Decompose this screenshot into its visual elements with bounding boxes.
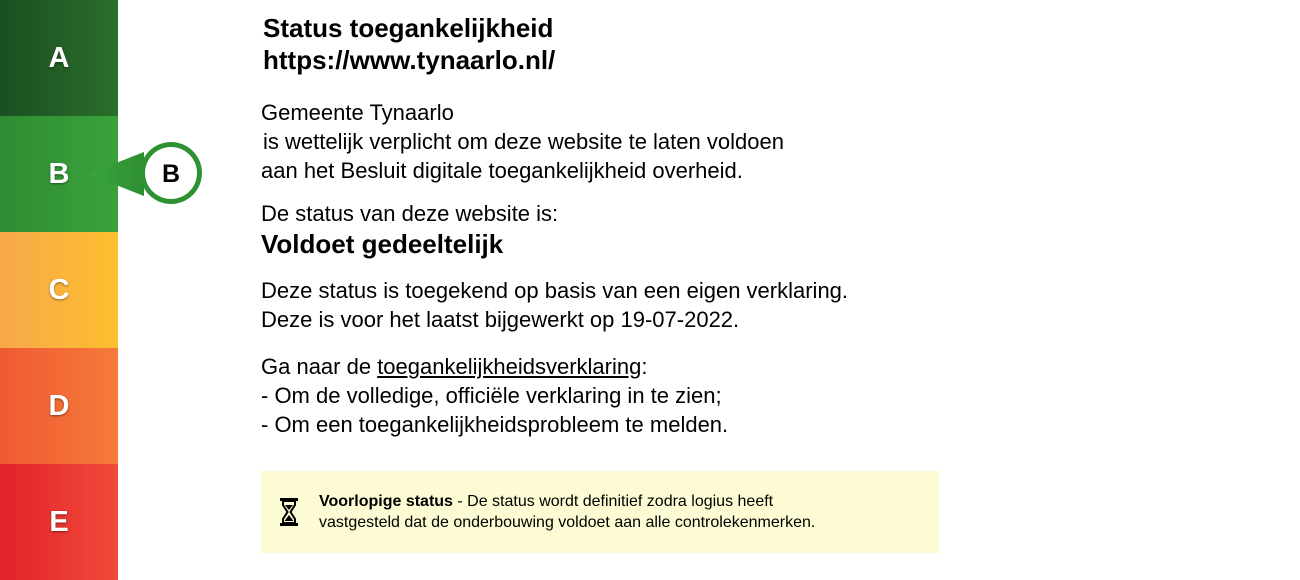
grade-badge-label: B <box>161 160 181 188</box>
statement-link-line <box>261 352 961 381</box>
current-grade-pointer <box>88 138 208 208</box>
link-prefix: Ga naar de <box>261 354 378 379</box>
link-purpose-2: - Om een toegankelijkheidsprobleem te melden. <box>261 412 729 437</box>
pointer-arrow <box>88 152 144 196</box>
grade-d <box>0 348 118 464</box>
site-url: https://www.tynaarlo.nl/ <box>263 45 556 75</box>
status-content <box>261 12 961 439</box>
grade-c-label: C <box>48 273 70 306</box>
basis-line-2: Deze is voor het laatst bijgewerkt op 19-07-2022. <box>261 307 740 332</box>
provisional-status-notice <box>261 471 939 553</box>
grade-a <box>0 0 118 116</box>
obligation-line-1: is wettelijk verplicht om deze website te laten voldoen <box>263 129 784 154</box>
page-title: Status toegankelijkheid <box>263 13 554 43</box>
links-block <box>261 352 961 439</box>
organisation-name: Gemeente Tynaarlo <box>261 100 454 125</box>
basis-line-1: Deze status is toegekend op basis van een eigen verklaring. <box>261 278 849 303</box>
organisation-block <box>261 98 961 185</box>
hourglass-icon <box>277 496 301 528</box>
grade-d-label: D <box>48 389 70 422</box>
status-block <box>261 199 961 260</box>
grade-c <box>0 232 118 348</box>
status-value: Voldoet gedeeltelijk <box>261 229 504 259</box>
link-suffix: : <box>641 354 648 379</box>
rating-scale <box>0 0 118 580</box>
notice-title: Voorlopige status <box>319 493 453 510</box>
notice-body-2: vastgesteld dat de onderbouwing voldoet aan alle controlekenmerken. <box>319 514 816 531</box>
notice-body: - De status wordt definitief zodra logius heeft <box>452 493 774 510</box>
grade-b-label: B <box>48 157 70 190</box>
grade-a-label: A <box>48 41 70 74</box>
obligation-line-2: aan het Besluit digitale toegankelijkheid overheid. <box>261 158 743 183</box>
grade-e-label: E <box>49 505 69 538</box>
notice-text <box>319 491 815 533</box>
status-intro: De status van deze website is: <box>261 201 559 226</box>
accessibility-statement-link[interactable]: toegankelijkheidsverklaring <box>377 354 642 379</box>
link-purpose-1: - Om de volledige, officiële verklaring in te zien; <box>261 383 722 408</box>
grade-e <box>0 464 118 580</box>
basis-block <box>261 276 961 334</box>
